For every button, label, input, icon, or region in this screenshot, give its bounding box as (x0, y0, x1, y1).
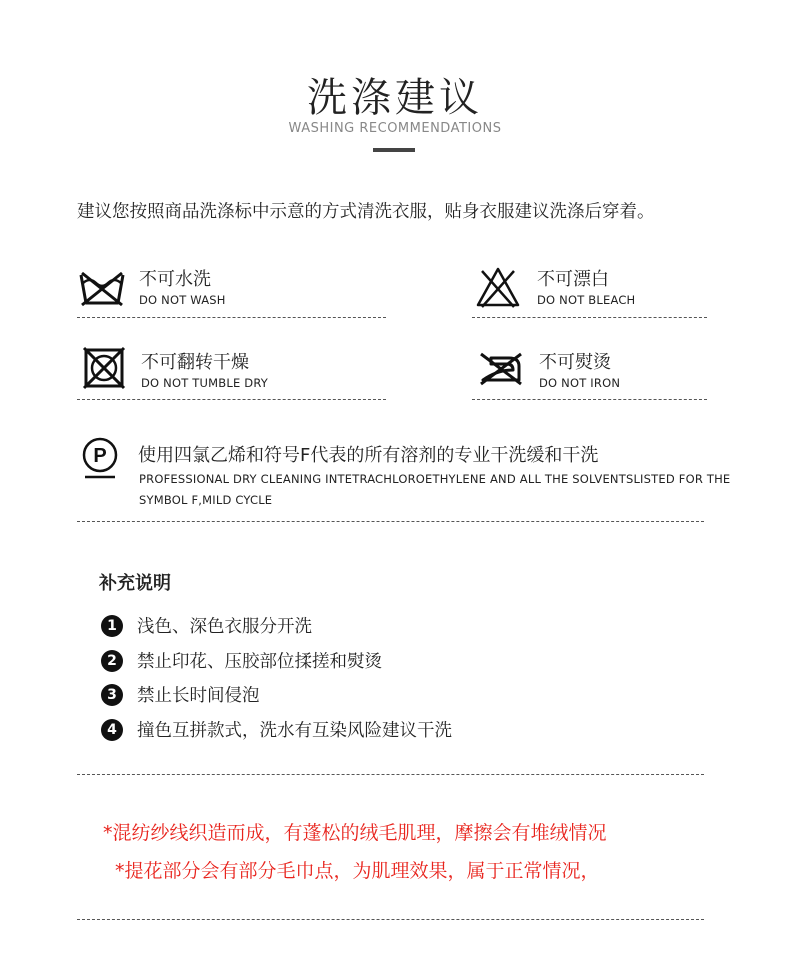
supplement-title: 补充说明 (99, 573, 171, 594)
no-tumble-dry-label-en: DO NOT TUMBLE DRY (141, 376, 269, 390)
no-wash-icon (78, 267, 126, 311)
note-text: *提花部分会有部分毛巾点，为肌理效果，属于正常情况， (115, 860, 600, 882)
no-iron-icon (477, 346, 525, 390)
divider (472, 317, 707, 318)
dry-clean-label-en-line2: SYMBOL F,MILD CYCLE (139, 493, 273, 507)
no-bleach-label-zh: 不可漂白 (537, 269, 609, 290)
divider (77, 919, 704, 920)
list-item: 撞色互拼款式，洗水有互染风险建议干洗 (137, 721, 452, 741)
list-number-badge: 3 (101, 684, 123, 706)
dry-clean-icon-letter: P (93, 445, 107, 467)
page-title: 洗涤建议 (307, 75, 483, 121)
no-bleach-icon (474, 265, 522, 309)
no-wash-label-zh: 不可水洗 (139, 269, 211, 290)
page-subtitle: WASHING RECOMMENDATIONS (288, 121, 502, 136)
list-item: 浅色、深色衣服分开洗 (137, 617, 312, 637)
divider (77, 399, 386, 400)
title-underline (373, 148, 415, 152)
list-number-badge: 2 (101, 650, 123, 672)
intro-text: 建议您按照商品洗涤标中示意的方式清洗衣服，贴身衣服建议洗涤后穿着。 (77, 202, 655, 222)
no-iron-label-en: DO NOT IRON (539, 376, 621, 390)
note-text: *混纺纱线织造而成，有蓬松的绒毛肌理，摩擦会有堆绒情况 (103, 822, 607, 844)
no-iron-label-zh: 不可熨烫 (539, 352, 611, 373)
no-tumble-dry-label-zh: 不可翻转干燥 (141, 352, 249, 373)
divider (77, 774, 704, 775)
dry-clean-label-en-line1: PROFESSIONAL DRY CLEANING INTETRACHLOROETHYLENE AND ALL THE SOLVENTSLISTED FOR THE (139, 472, 731, 486)
list-number-badge: 1 (101, 615, 123, 637)
dry-clean-label-zh: 使用四氯乙烯和符号F代表的所有溶剂的专业干洗缓和干洗 (138, 445, 599, 466)
divider (472, 399, 707, 400)
divider (77, 521, 704, 522)
no-bleach-label-en: DO NOT BLEACH (537, 293, 636, 307)
no-wash-label-en: DO NOT WASH (139, 293, 226, 307)
list-item: 禁止印花、压胶部位揉搓和熨烫 (137, 652, 382, 672)
divider (77, 317, 386, 318)
list-item: 禁止长时间侵泡 (137, 686, 260, 706)
no-tumble-dry-icon (80, 346, 128, 390)
list-number-badge: 4 (101, 719, 123, 741)
